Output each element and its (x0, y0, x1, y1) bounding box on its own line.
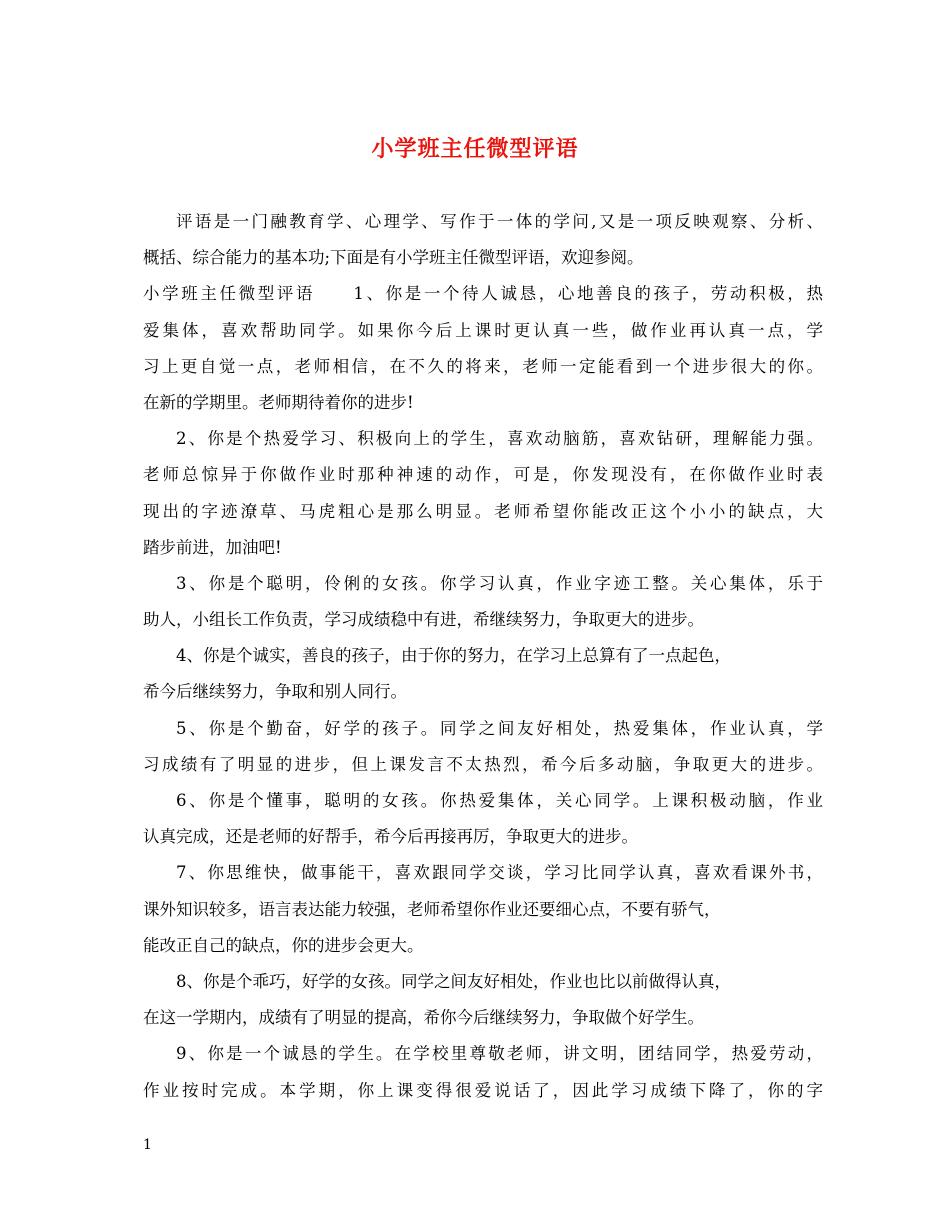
text-line: 7、你思维快，做事能干，喜欢跟同学交谈，学习比同学认真，喜欢看课外书， (176, 863, 823, 883)
text-line: 认真完成，还是老师的好帮手，希今后再接再厉，争取更大的进步。 (143, 827, 638, 847)
text-line: 助人，小组长工作负责，学习成绩稳中有进，希继续努力，争取更大的进步。 (143, 610, 704, 630)
text-line: 在新的学期里。老师期待着你的进步! (143, 392, 414, 412)
text-line: 习成绩有了明显的进步，但上课发言不太热烈，希今后多动脑，争取更大的进步。 (143, 754, 823, 774)
text-line: 2、你是个热爱学习、积极向上的学生，喜欢动脑筋，喜欢钻研，理解能力强。 (176, 429, 823, 449)
text-line: 5、你是个勤奋，好学的孩子。同学之间友好相处，热爱集体，作业认真，学 (176, 718, 823, 738)
text-line: 8、你是个乖巧，好学的女孩。同学之间友好相处，作业也比以前做得认真， (176, 971, 731, 991)
text-line: 课外知识较多，语言表达能力较强，老师希望你作业还要细心点，不要有骄气， (143, 899, 721, 919)
text-line: 能改正自己的缺点，你的进步会更大。 (143, 935, 424, 955)
text-line: 爱集体，喜欢帮助同学。如果你今后上课时更认真一些，做作业再认真一点，学 (143, 320, 823, 340)
text-line: 评语是一门融教育学、心理学、写作于一体的学问,又是一项反映观察、分析、 (176, 212, 823, 231)
text-line: 踏步前进，加油吧! (143, 537, 282, 557)
text-line: 概括、综合能力的基本功;下面是有小学班主任微型评语，欢迎参阅。 (143, 248, 644, 268)
text-line: 希今后继续努力，争取和别人同行。 (143, 682, 407, 702)
page-number: 1 (143, 1137, 152, 1153)
text-line: 4、你是个诚实，善良的孩子，由于你的努力，在学习上总算有了一点起色， (176, 646, 731, 666)
text-line: 老师总惊异于你做作业时那种神速的动作，可是，你发现没有，在你做作业时表 (143, 465, 823, 485)
text-line: 小学班主任微型评语 1、你是一个待人诚恳，心地善良的孩子，劳动积极，热 (143, 284, 823, 304)
text-line: 现出的字迹潦草、马虎粗心是那么明显。老师希望你能改正这个小小的缺点，大 (143, 501, 823, 521)
text-line: 在这一学期内，成绩有了明显的提高，希你今后继续努力，争取做个好学生。 (143, 1008, 704, 1028)
text-line: 9、你是一个诚恳的学生。在学校里尊敬老师，讲文明，团结同学，热爱劳动， (176, 1044, 823, 1064)
text-line: 作业按时完成。本学期，你上课变得很爱说话了，因此学习成绩下降了，你的字 (143, 1080, 823, 1100)
document-title: 小学班主任微型评语 (371, 136, 579, 162)
document-body (143, 204, 823, 1109)
text-line: 6、你是个懂事，聪明的女孩。你热爱集体，关心同学。上课积极动脑，作业 (176, 791, 823, 810)
text-line: 习上更自觉一点，老师相信，在不久的将来，老师一定能看到一个进步很大的你。 (143, 356, 823, 376)
text-line: 3、你是个聪明，伶俐的女孩。你学习认真，作业字迹工整。关心集体，乐于 (176, 573, 823, 593)
